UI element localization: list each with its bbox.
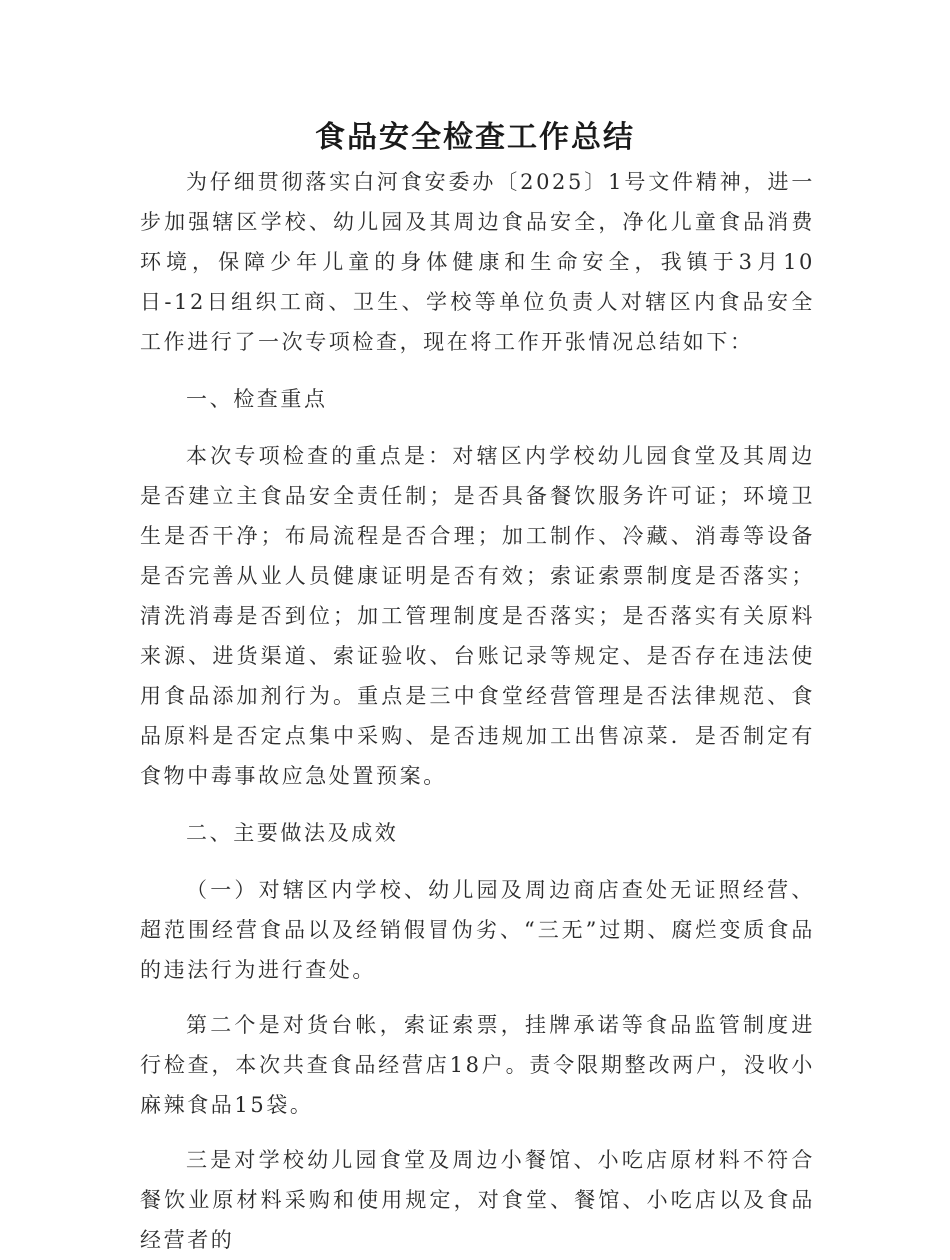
section-heading-main-practices: 二、主要做法及成效	[186, 821, 399, 845]
practice-paragraph-3: 三是对学校幼儿园食堂及周边小餐馆、小吃店原材料不符合餐饮业原材料采购和使用规定，对食堂、餐馆、小吃店以及食品经营者的	[140, 1148, 815, 1252]
document-title: 食品安全检查工作总结	[315, 120, 635, 155]
intro-paragraph: 为仔细贯彻落实白河食安委办〔2025〕1号文件精神，进一步加强辖区学校、幼儿园及其周边食品安全，净化儿童食品消费环境，保障少年儿童的身体健康和生命安全，我镇于3月10日-12日组织工商、卫生、学校等单位负责人对辖区内食品安全工作进行了一次专项检查，现在将工作开张情况总结如下：	[140, 170, 815, 354]
document-body	[140, 162, 815, 1260]
practice-paragraph-1: （一）对辖区内学校、幼儿园及周边商店查处无证照经营、超范围经营食品以及经销假冒伪劣、“三无”过期、腐烂变质食品的违法行为进行查处。	[140, 878, 815, 982]
inspection-focus-paragraph: 本次专项检查的重点是：对辖区内学校幼儿园食堂及其周边是否建立主食品安全责任制；是否具备餐饮服务许可证；环境卫生是否干净；布局流程是否合理；加工制作、冷藏、消毒等设备是否完善从业人员健康证明是否有效；索证索票制度是否落实；清洗消毒是否到位；加工管理制度是否落实；是否落实有关原料来源、进货渠道、索证验收、台账记录等规定、是否存在违法使用食品添加剂行为。重点是三中食堂经营管理是否法律规范、食品原料是否定点集中采购、是否违规加工出售凉菜．是否制定有食物中毒事故应急处置预案。	[140, 444, 815, 788]
practice-paragraph-2: 第二个是对货台帐，索证索票，挂牌承诺等食品监管制度进行检查，本次共查食品经营店18户。责令限期整改两户，没收小麻辣食品15袋。	[140, 1013, 815, 1117]
section-heading-inspection-focus: 一、检查重点	[186, 387, 328, 411]
